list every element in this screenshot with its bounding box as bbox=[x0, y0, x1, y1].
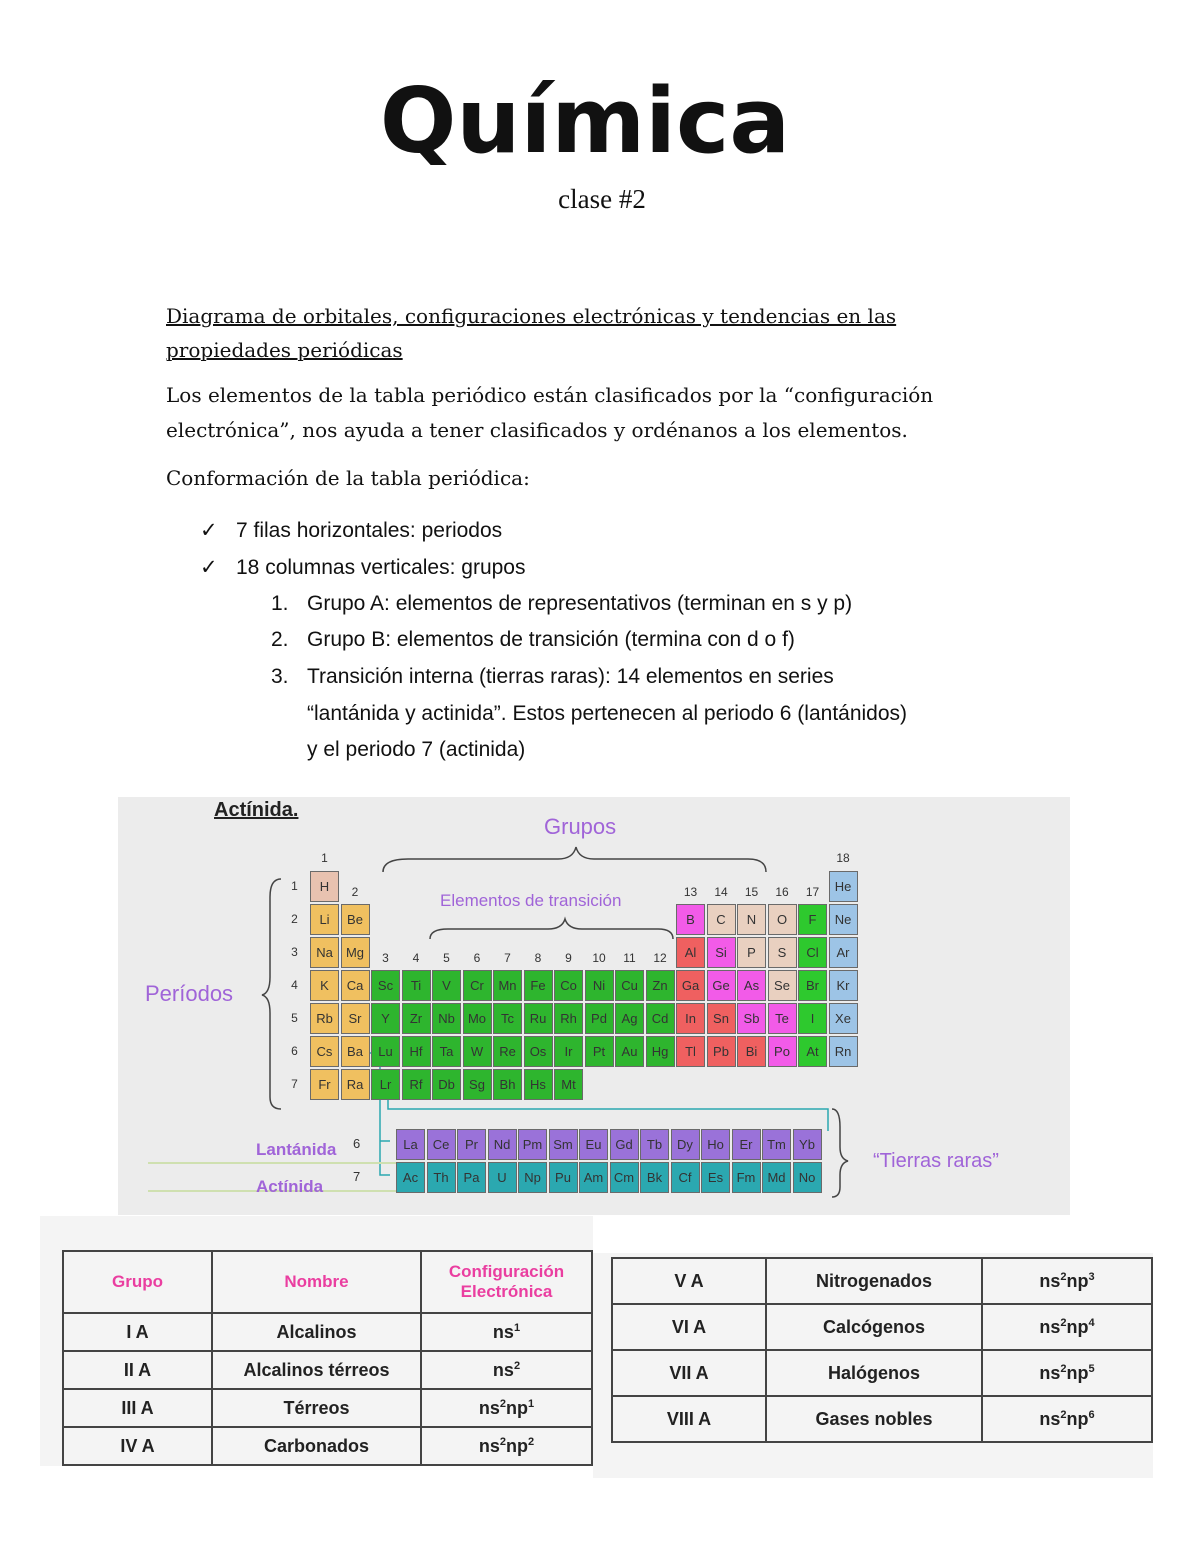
cell-configuracion bbox=[421, 1351, 592, 1389]
element-cell: Xe bbox=[829, 1003, 858, 1034]
element-cell: Ru bbox=[524, 1003, 553, 1034]
element-cell: Te bbox=[768, 1003, 797, 1034]
element-cell: Rf bbox=[402, 1069, 431, 1100]
intro-line-2: electrónica”, nos ayuda a tener clasificados y ordénanos a los elementos. bbox=[166, 418, 908, 442]
element-cell: In bbox=[676, 1003, 705, 1034]
config-sup1: 2 bbox=[513, 1359, 521, 1372]
element-cell: Rn bbox=[829, 1036, 858, 1067]
list-number: 1. bbox=[271, 592, 289, 615]
periodos-label: Períodos bbox=[145, 981, 234, 1006]
group-number: 7 bbox=[504, 951, 511, 965]
cell-configuracion bbox=[421, 1313, 592, 1351]
element-cell: Se bbox=[768, 970, 797, 1001]
intro-line-1: Los elementos de la tabla periódico están clasificados por la “configuración bbox=[166, 383, 934, 407]
element-cell: Ti bbox=[402, 970, 431, 1001]
element-cell: Rb bbox=[310, 1003, 339, 1034]
lanthanide-cell: Gd bbox=[610, 1129, 639, 1160]
element-cell: W bbox=[463, 1036, 492, 1067]
element-cell: Kr bbox=[829, 970, 858, 1001]
cell-nombre: Halógenos bbox=[766, 1350, 982, 1396]
element-cell: Pb bbox=[707, 1036, 736, 1067]
lanthanide-cell: Yb bbox=[793, 1129, 822, 1160]
period-number: 4 bbox=[291, 978, 298, 992]
element-cell: Ba bbox=[341, 1036, 370, 1067]
list-item bbox=[200, 512, 502, 549]
element-cell: Os bbox=[524, 1036, 553, 1067]
element-cell: Na bbox=[310, 937, 339, 968]
actinide-cell: Cf bbox=[671, 1162, 700, 1193]
list-item-text: 18 columnas verticales: grupos bbox=[236, 556, 526, 579]
list-item-text: Grupo A: elementos de representativos (terminan en s y p) bbox=[307, 592, 853, 615]
config-mid: np bbox=[1066, 1316, 1089, 1337]
element-cell: Y bbox=[371, 1003, 400, 1034]
element-cell: Al bbox=[676, 937, 705, 968]
section-heading-line-2: propiedades periódicas bbox=[166, 338, 403, 362]
table-row bbox=[63, 1351, 592, 1389]
checkmark-icon: ✓ bbox=[200, 556, 218, 579]
table-row bbox=[612, 1304, 1152, 1350]
table-row bbox=[63, 1427, 592, 1465]
config-conf: ns bbox=[492, 1321, 514, 1342]
period-number: 3 bbox=[291, 945, 298, 959]
element-cell: I bbox=[798, 1003, 827, 1034]
cell-configuracion bbox=[982, 1350, 1152, 1396]
element-cell: He bbox=[829, 871, 858, 902]
period-number: 7 bbox=[291, 1077, 298, 1091]
element-cell: Sb bbox=[737, 1003, 766, 1034]
element-cell: Ga bbox=[676, 970, 705, 1001]
config-conf: ns bbox=[492, 1359, 514, 1380]
element-cell: As bbox=[737, 970, 766, 1001]
element-cell: Rh bbox=[554, 1003, 583, 1034]
cell-configuracion bbox=[982, 1396, 1152, 1442]
element-cell: Be bbox=[341, 904, 370, 935]
config-sup2: 1 bbox=[528, 1397, 535, 1410]
element-cell: Cd bbox=[646, 1003, 675, 1034]
actinide-cell: U bbox=[488, 1162, 517, 1193]
page-title: Química bbox=[379, 69, 791, 174]
period-number: 5 bbox=[291, 1011, 298, 1025]
element-cell: Mt bbox=[554, 1069, 583, 1100]
config-table-right bbox=[611, 1257, 1153, 1443]
cell-grupo: III A bbox=[63, 1389, 212, 1427]
transicion-label: Elementos de transición bbox=[440, 891, 622, 910]
group-number: 18 bbox=[836, 851, 850, 865]
table-row bbox=[612, 1396, 1152, 1442]
cell-nombre: Nitrogenados bbox=[766, 1258, 982, 1304]
list-item-text: Grupo B: elementos de transición (termina con d o f) bbox=[307, 628, 795, 651]
actinide-cell: Pu bbox=[549, 1162, 578, 1193]
header-grupo: Grupo bbox=[63, 1251, 212, 1313]
element-cell: S bbox=[768, 937, 797, 968]
actinide-cell: Es bbox=[701, 1162, 730, 1193]
config-sup2: 3 bbox=[1088, 1270, 1095, 1283]
element-cell: Li bbox=[310, 904, 339, 935]
element-cell: Cu bbox=[615, 970, 644, 1001]
actinide-cell: Ac bbox=[396, 1162, 425, 1193]
group-number: 13 bbox=[683, 885, 698, 899]
page-subtitle: clase #2 bbox=[558, 184, 646, 214]
table-row bbox=[63, 1313, 592, 1351]
cell-configuracion bbox=[421, 1427, 592, 1465]
actinide-cell: Np bbox=[518, 1162, 547, 1193]
element-cell: Ca bbox=[341, 970, 370, 1001]
cell-configuracion bbox=[982, 1304, 1152, 1350]
list-item bbox=[271, 621, 795, 658]
lanthanide-cell: Pm bbox=[518, 1129, 547, 1160]
cell-nombre: Calcógenos bbox=[766, 1304, 982, 1350]
element-cell: N bbox=[737, 904, 766, 935]
lanthanide-cell: Ho bbox=[701, 1129, 730, 1160]
config-conf: ns bbox=[478, 1435, 500, 1456]
element-cell: Tc bbox=[493, 1003, 522, 1034]
element-cell: Hg bbox=[646, 1036, 675, 1067]
element-cell: Db bbox=[432, 1069, 461, 1100]
config-mid: np bbox=[1066, 1270, 1089, 1291]
actinide-cell: Bk bbox=[640, 1162, 669, 1193]
group-number: 12 bbox=[653, 951, 667, 965]
section-heading-line-1: Diagrama de orbitales, configuraciones electrónicas y tendencias en las bbox=[166, 304, 897, 328]
element-cell: Cs bbox=[310, 1036, 339, 1067]
section-heading bbox=[166, 299, 986, 367]
element-cell: Fr bbox=[310, 1069, 339, 1100]
element-cell: Br bbox=[798, 970, 827, 1001]
config-sup1: 2 bbox=[499, 1397, 506, 1410]
actinide-cell: Md bbox=[762, 1162, 791, 1193]
period-number: 2 bbox=[291, 912, 298, 926]
element-cell: K bbox=[310, 970, 339, 1001]
cell-nombre: Alcalinos térreos bbox=[212, 1351, 421, 1389]
element-cell: Zr bbox=[402, 1003, 431, 1034]
element-cell: Mo bbox=[463, 1003, 492, 1034]
group-number: 1 bbox=[321, 851, 328, 865]
cell-grupo: VIII A bbox=[612, 1396, 766, 1442]
config-sup2: 4 bbox=[1088, 1316, 1095, 1329]
element-cell: Fe bbox=[524, 970, 553, 1001]
element-cell: Ag bbox=[615, 1003, 644, 1034]
element-cell: Zn bbox=[646, 970, 675, 1001]
list-number: 2. bbox=[271, 628, 289, 651]
actinide-cell: No bbox=[793, 1162, 822, 1193]
actinide-cell: Fm bbox=[732, 1162, 761, 1193]
element-cell: Nb bbox=[432, 1003, 461, 1034]
element-cell: Re bbox=[493, 1036, 522, 1067]
periodic-table-figure bbox=[118, 797, 1070, 1215]
group-number: 10 bbox=[592, 951, 606, 965]
config-conf: ns bbox=[1039, 1362, 1061, 1383]
header-nombre: Nombre bbox=[212, 1251, 421, 1313]
cell-grupo: I A bbox=[63, 1313, 212, 1351]
lantanida-period-number: 6 bbox=[353, 1136, 361, 1151]
element-cell: H bbox=[310, 871, 339, 902]
actinide-cell: Am bbox=[579, 1162, 608, 1193]
element-cell: Ne bbox=[829, 904, 858, 935]
table-row bbox=[63, 1389, 592, 1427]
element-cell: Pd bbox=[585, 1003, 614, 1034]
element-cell: Ni bbox=[585, 970, 614, 1001]
list-number: 3. bbox=[271, 665, 289, 688]
checkmark-icon: ✓ bbox=[200, 519, 218, 542]
element-cell: Ir bbox=[554, 1036, 583, 1067]
period-number: 1 bbox=[291, 879, 298, 893]
element-cell: Sg bbox=[463, 1069, 492, 1100]
config-sup1: 2 bbox=[1060, 1362, 1067, 1375]
element-cell: Po bbox=[768, 1036, 797, 1067]
list-item-continuation: y el periodo 7 (actinida) bbox=[307, 738, 526, 761]
periodos-brace bbox=[262, 879, 281, 1109]
cell-grupo: II A bbox=[63, 1351, 212, 1389]
list-item-text: Transición interna (tierras raras): 14 elementos en series bbox=[307, 665, 834, 688]
conformation-label: Conformación de la tabla periódica: bbox=[166, 466, 530, 490]
element-cell: P bbox=[737, 937, 766, 968]
lanthanide-cell: Tm bbox=[762, 1129, 791, 1160]
lantanida-label: Lantánida bbox=[256, 1140, 337, 1159]
lanthanide-cell: Nd bbox=[488, 1129, 517, 1160]
cell-grupo: VII A bbox=[612, 1350, 766, 1396]
group-number: 5 bbox=[443, 951, 450, 965]
group-number: 15 bbox=[744, 885, 759, 899]
cell-nombre: Alcalinos bbox=[212, 1313, 421, 1351]
table-row bbox=[612, 1258, 1152, 1304]
group-number: 2 bbox=[351, 885, 359, 899]
period-number: 6 bbox=[291, 1044, 298, 1058]
lanthanide-cell: Ce bbox=[427, 1129, 456, 1160]
element-cell: Mn bbox=[493, 970, 522, 1001]
element-cell: Hs bbox=[524, 1069, 553, 1100]
cell-grupo: V A bbox=[612, 1258, 766, 1304]
element-cell: Si bbox=[707, 937, 736, 968]
config-conf: ns bbox=[1039, 1316, 1061, 1337]
config-mid: np bbox=[1066, 1408, 1089, 1429]
element-cell: Cr bbox=[463, 970, 492, 1001]
list-item bbox=[200, 549, 525, 586]
element-cell: Mg bbox=[341, 937, 370, 968]
config-conf: ns bbox=[1039, 1408, 1061, 1429]
element-cell: Lu bbox=[371, 1036, 400, 1067]
element-cell: Au bbox=[615, 1036, 644, 1067]
element-cell: Ta bbox=[432, 1036, 461, 1067]
config-table-left-panel bbox=[40, 1216, 593, 1466]
tierras-raras-label: “Tierras raras” bbox=[873, 1150, 999, 1172]
actinida-label: Actínida bbox=[256, 1177, 324, 1196]
intro-paragraph bbox=[166, 378, 1046, 448]
cell-grupo: VI A bbox=[612, 1304, 766, 1350]
element-cell: O bbox=[768, 904, 797, 935]
cell-nombre: Térreos bbox=[212, 1389, 421, 1427]
config-sup2: 6 bbox=[1088, 1408, 1095, 1421]
group-number: 3 bbox=[382, 951, 389, 965]
config-table-right-panel bbox=[593, 1253, 1153, 1478]
group-number: 14 bbox=[714, 885, 728, 899]
group-number: 9 bbox=[565, 951, 572, 965]
tierras-raras-brace bbox=[832, 1109, 848, 1197]
element-cell: Tl bbox=[676, 1036, 705, 1067]
config-mid: np bbox=[1066, 1362, 1089, 1383]
element-cell: Co bbox=[554, 970, 583, 1001]
actinide-cell: Pa bbox=[457, 1162, 486, 1193]
transicion-brace bbox=[430, 919, 673, 939]
cell-configuracion bbox=[982, 1258, 1152, 1304]
group-number: 8 bbox=[534, 951, 542, 965]
element-cell: Ra bbox=[341, 1069, 370, 1100]
config-conf: ns bbox=[478, 1397, 500, 1418]
group-number: 4 bbox=[412, 951, 420, 965]
config-conf: ns bbox=[1039, 1270, 1061, 1291]
actinida-period-number: 7 bbox=[353, 1169, 361, 1184]
element-cell: Pt bbox=[585, 1036, 614, 1067]
lanthanide-cell: Eu bbox=[579, 1129, 608, 1160]
lanthanide-cell: Er bbox=[732, 1129, 761, 1160]
config-sup2: 2 bbox=[528, 1435, 535, 1448]
element-cell: Sr bbox=[341, 1003, 370, 1034]
config-sup1: 2 bbox=[1060, 1270, 1067, 1283]
element-cell: C bbox=[707, 904, 736, 935]
config-sup2: 5 bbox=[1088, 1362, 1095, 1375]
element-cell: Sc bbox=[371, 970, 400, 1001]
table-header-row bbox=[63, 1251, 592, 1313]
element-cell: Sn bbox=[707, 1003, 736, 1034]
cell-nombre: Gases nobles bbox=[766, 1396, 982, 1442]
lanthanide-cell: Sm bbox=[549, 1129, 578, 1160]
config-sup1: 2 bbox=[499, 1435, 506, 1448]
list-item bbox=[271, 658, 834, 695]
list-item bbox=[271, 585, 852, 622]
lanthanide-cell: Tb bbox=[640, 1129, 669, 1160]
lanthanide-cell: La bbox=[396, 1129, 425, 1160]
lanthanide-cell: Dy bbox=[671, 1129, 700, 1160]
table-row bbox=[612, 1350, 1152, 1396]
list-item-text: 7 filas horizontales: periodos bbox=[236, 519, 503, 542]
cell-nombre: Carbonados bbox=[212, 1427, 421, 1465]
list-item-continuation: “lantánida y actinida”. Estos pertenecen al periodo 6 (lantánidos) bbox=[307, 702, 908, 725]
element-cell: Hf bbox=[402, 1036, 431, 1067]
group-number: 11 bbox=[623, 951, 636, 965]
config-sup1: 2 bbox=[1060, 1408, 1067, 1421]
header-configuracion: Configuración Electrónica bbox=[421, 1251, 592, 1313]
element-cell: B bbox=[676, 904, 705, 935]
config-sup1: 1 bbox=[513, 1321, 521, 1334]
element-cell: Lr bbox=[371, 1069, 400, 1100]
element-cell: Bi bbox=[737, 1036, 766, 1067]
element-cell: V bbox=[432, 970, 461, 1001]
figure-caption: Actínida. bbox=[214, 799, 299, 821]
element-cell: Cl bbox=[798, 937, 827, 968]
group-number: 16 bbox=[775, 885, 789, 899]
element-cell: F bbox=[798, 904, 827, 935]
config-table-left bbox=[62, 1250, 593, 1466]
element-cell: Bh bbox=[493, 1069, 522, 1100]
config-mid: np bbox=[506, 1435, 528, 1456]
actinide-cell: Cm bbox=[610, 1162, 639, 1193]
actinide-cell: Th bbox=[427, 1162, 456, 1193]
element-cell: Ar bbox=[829, 937, 858, 968]
grupos-brace bbox=[383, 847, 766, 872]
element-cell: At bbox=[798, 1036, 827, 1067]
grupos-label: Grupos bbox=[544, 814, 617, 839]
config-sup1: 2 bbox=[1060, 1316, 1067, 1329]
element-cell: Ge bbox=[707, 970, 736, 1001]
group-number: 6 bbox=[473, 951, 481, 965]
config-mid: np bbox=[506, 1397, 528, 1418]
cell-grupo: IV A bbox=[63, 1427, 212, 1465]
lanthanide-cell: Pr bbox=[457, 1129, 486, 1160]
cell-configuracion bbox=[421, 1389, 592, 1427]
group-number: 17 bbox=[805, 885, 820, 899]
